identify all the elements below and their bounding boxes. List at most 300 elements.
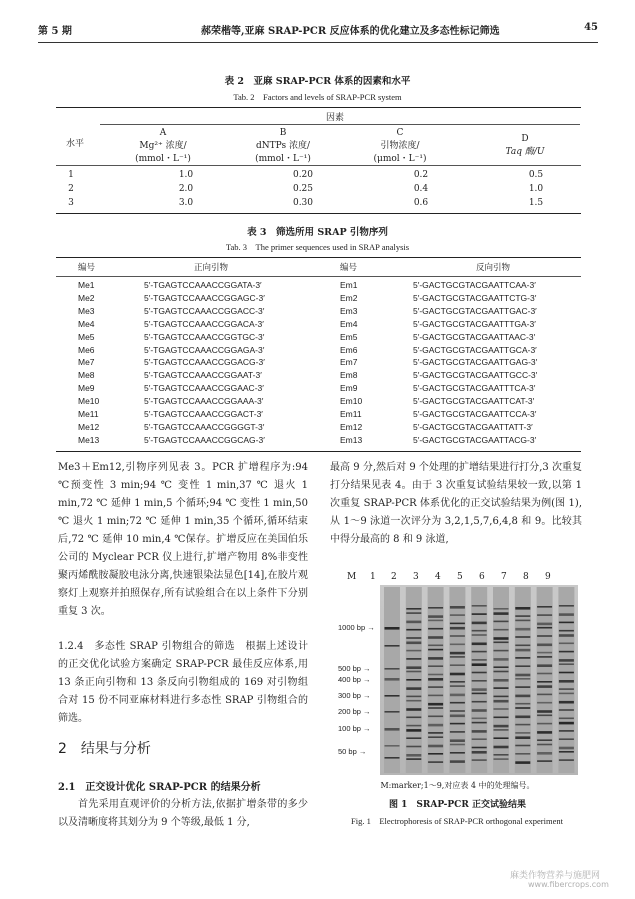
gel-band [472,701,487,703]
gel-band [537,723,552,725]
gel-band [450,752,465,754]
watermark-zh: 麻类作物营养与施肥网 [510,871,601,881]
table3-header-rule [56,276,581,277]
table3-cell: 5′-GACTGCGTACGAATTCTG-3′ [413,292,537,303]
gel-band [450,614,465,616]
gel-band [428,724,443,727]
gel-band [450,744,465,746]
table3-row [56,306,581,319]
gel-band [515,745,530,747]
gel-band [515,686,530,688]
table2-level-label: 水平 [65,139,84,149]
table3-cell: Me4 [78,318,95,329]
table2-cell: 3.0 [178,198,194,208]
gel-band [406,725,421,727]
gel-band [494,621,509,623]
gel-band [428,678,443,681]
gel-band [428,649,443,651]
gel-band [472,630,487,632]
table3-cell: 5′-TGAGTCCAAACCGGAGA-3′ [144,344,265,355]
gel-band [537,685,552,688]
gel-band [494,758,509,760]
gel-band [450,685,465,687]
gel-band [428,745,443,748]
marker-200: 200 bp → [338,707,371,716]
gel-band [515,724,530,726]
gel-band [494,650,509,652]
table3-bottom-rule [56,451,581,452]
gel-band [472,634,487,636]
table3-cell: Em12 [340,421,363,432]
gel-band [537,739,552,741]
table2-cell: 2.0 [178,184,194,194]
gel-band [515,636,530,638]
gel-band [559,613,574,616]
table3-cell: Em1 [340,280,358,290]
table2-cell: 3 [68,198,74,208]
gel-band [450,652,465,655]
running-title: 郝荣楷等,亚麻 SRAP-PCR 反应体系的优化建立及多态性标记筛选 [201,26,500,37]
table3-cell: 5′-TGAGTCCAAACCGGTGC-3′ [144,331,265,342]
gel-image [380,585,578,775]
gel-band [406,608,421,610]
gel-band [472,643,487,646]
gel-band [450,760,465,763]
gel-band [559,672,574,674]
body-right-para1: 最高 9 分,然后对 9 个处理的扩增结果进行打分,3 次重复打分结果见表 4。由于 3 次重复试验结果较一致,以第 1 次重复 SRAP-PCR 体系优化的正交试验结果为例(图 1),从 1～9 泳道一次评分为 3,2,1,5,7,6,4,8 和 9。比较其中得分最高的 8 和 9 泳道, [330,462,582,545]
table3-cell: 5′-GACTGCGTACGAATTATT-3′ [413,421,533,432]
figure1-caption-en: Fig. 1 Electrophoresis of SRAP-PCR orthogonal experiment [350,816,563,826]
body-left-para2: 1.2.4 多态性 SRAP 引物组合的筛选 根据上述设计的正交优化试验方案确定 SRAP-PCR 最佳反应体系,用 13 条正向引物和 13 条反向引物组成的 169 对引物组合对 15 份不同亚麻材料进行多态性 SRAP 引物组合的筛选。 [58,641,308,724]
gel-band [494,679,509,682]
lane-label: 3 [413,572,419,582]
lane-label: 1 [370,572,376,582]
gel-band [559,722,574,725]
gel-band [515,628,530,631]
gel-band [428,707,443,709]
gel-band [537,614,552,616]
gel-band [559,759,574,761]
table2-col-c: C 引物浓度/ (μmol・L⁻¹) [373,128,427,164]
lane-label: 8 [523,572,529,582]
table2-cell: 0.5 [528,170,544,180]
gel-band [406,679,421,681]
figure1-legend: M:marker;1～9,对应表 4 中的处理编号。 [380,781,535,790]
gel-band [385,711,400,713]
gel-band [472,709,487,712]
table3-row [56,422,581,435]
gel-band [472,663,487,666]
gel-band [515,607,530,610]
gel-band [515,716,530,719]
table3-cell: 5′-TGAGTCCAAACCGGACT-3′ [144,409,263,419]
gel-band [559,693,574,695]
table2-cell: 2 [68,184,74,194]
gel-band [494,696,509,698]
gel-band [559,747,574,750]
gel-band [385,645,400,647]
gel-band [450,694,465,697]
gel-band [406,717,421,719]
gel-band [494,737,509,739]
table2-cell: 0.6 [413,198,429,208]
gel-band [428,761,443,763]
gel-band [385,668,400,670]
gel-band [494,612,509,615]
gel-band [515,615,530,617]
gel-band [537,664,552,667]
gel-band [472,738,487,740]
table3-cell: Em11 [340,409,362,419]
table2-cell: 0.30 [292,198,314,208]
marker-300: 300 bp → [338,691,371,700]
gel-band [559,659,574,662]
subsection-heading: 2.1 正交设计优化 SRAP-PCR 的结果分析 [58,782,261,793]
gel-band [515,761,530,764]
gel-band [559,630,574,632]
gel-band [428,620,443,622]
gel-band [450,731,465,733]
table2-caption-en: Tab. 2 Factors and levels of SRAP-PCR system [233,92,402,102]
table2-cell: 1.0 [528,184,544,194]
gel-band [428,674,443,676]
marker-500: 500 bp → [338,664,371,673]
table2-cell: 1.0 [178,170,194,180]
gel-band [537,731,552,734]
gel-band [385,678,400,681]
table3-cell: Em3 [340,305,358,316]
table3-cell: 5′-GACTGCGTACGAATTGAC-3′ [413,305,537,316]
marker-400: 400 bp → [338,675,371,684]
gel-band [428,615,443,618]
marker-labels [338,585,386,775]
gel-band [537,715,552,717]
table3-cell: 5′-TGAGTCCAAACCGGATA-3′ [144,280,262,290]
body-left-para1: Me3＋Em12,引物序列见表 3。PCR 扩增程序为:94 ℃预变性 3 min;94 ℃ 变性 1 min,37 ℃ 退火 1 min,72 ℃ 延伸 1 min,5 个循环;94 ℃ 变性 1 min,50 ℃ 退火 1 min;72 ℃ 延伸 1 min,35 个循环,循环结束后,72 ℃ 延伸 10 min,4 ℃保存。扩增反应在美国伯乐公司的 Myclear PCR 仪上进行,扩增产物用 8%非变性聚丙烯酰胺凝胶电泳分离,快速银染法显色[14],在胶片观察灯上观察并拍照保存,所有试验组合在以上条件下分别重复 3 次。 [58,462,308,617]
gel-band [537,623,552,626]
gel-band [559,634,574,637]
table3-cell: Me3 [78,305,95,316]
table3-cell: Em4 [340,318,358,329]
gel-band [515,736,530,739]
table3-row [56,280,581,293]
gel-band [494,629,509,631]
gel-band [494,729,509,731]
table2-top-rule [56,107,581,108]
table2-cell: 1 [68,170,74,180]
table2-cell: 0.4 [413,184,429,194]
gel-band [472,659,487,661]
gel-band [472,605,487,607]
gel-band [559,730,574,732]
gel-band [450,627,465,630]
gel-band [494,637,509,640]
gel-band [406,650,421,652]
gel-band [472,747,487,749]
gel-band [428,695,443,697]
gel-band [406,737,421,739]
gel-band [428,628,443,630]
gel-band [537,656,552,658]
gel-band [515,678,530,680]
lane-label: 4 [435,572,441,582]
gel-band [406,746,421,748]
table3-cell: 5′-GACTGCGTACGAATTGAG-3′ [413,357,538,368]
table2-cell: 0.2 [413,170,429,180]
table3-top-rule [56,257,581,258]
table3-row [56,357,581,370]
gel-band [428,732,443,734]
gel-band [559,605,574,607]
table3-body [0,280,635,448]
gel-band [472,688,487,691]
gel-band [515,649,530,652]
gel-band [428,607,443,609]
table3-caption-en: Tab. 3 The primer sequences used in SRAP analysis [225,242,410,252]
gel-band [428,686,443,688]
table2-header-rule [56,165,581,166]
marker-50: 50 bp → [338,747,367,756]
gel-band [450,673,465,676]
table3-cell: 5′-GACTGCGTACGAATTCAA-3′ [413,280,536,290]
gel-band [559,651,574,653]
table3-cell: Me9 [78,383,95,394]
table3-cell: Me12 [78,421,100,432]
gel-band [385,757,400,759]
gel-band [428,636,443,639]
gel-band [494,725,509,728]
gel-band [406,687,421,690]
gel-band [472,651,487,653]
gel-band [406,666,421,669]
gel-band [428,645,443,647]
gel-band [406,637,421,639]
gel-band [494,754,509,756]
lane-label: 6 [479,572,485,582]
gel-band [406,642,421,645]
gel-band [515,645,530,647]
gel-band [472,722,487,724]
gel-band [494,717,509,719]
table3-cell: Me1 [78,280,95,290]
table3-cell: 5′-TGAGTCCAAACCGGAAC-3′ [144,383,264,394]
table2-cell: 1.5 [528,198,544,208]
table2-factors-label: 因素 [325,113,344,123]
table2-col-d: D Taq 酶/U [505,134,545,157]
gel-band [559,701,574,704]
gel-band [428,753,443,755]
gel-band [472,613,487,615]
table2-factor-rule [100,124,580,125]
table3-cell: Me13 [78,434,100,445]
gel-band [537,635,552,637]
gel-band [559,688,574,690]
table3-row [56,332,581,345]
table3-cell: 5′-TGAGTCCAAACCGGGGT-3′ [144,421,265,432]
gel-band [385,728,400,731]
table3-cell: 5′-GACTGCGTACGAATTCAT-3′ [413,396,535,407]
table3-cell: Me5 [78,331,95,342]
marker-1000: 1000 bp → [338,623,375,632]
gel-band [494,687,509,689]
table3-row [56,396,581,409]
gel-band [406,629,421,631]
table3-cell: Em9 [340,383,358,394]
header-rule [38,42,598,43]
gel-band [537,702,552,704]
gel-band [385,695,400,697]
lane-label: 5 [457,572,463,582]
table2-cell: 0.20 [292,170,314,180]
table3-cell: Em8 [340,370,358,381]
table3-row [56,409,581,422]
table3-cell: Em7 [340,357,358,368]
gel-band [472,730,487,733]
gel-band [494,671,509,673]
gel-band [559,680,574,683]
gel-band [515,674,530,677]
gel-band [559,718,574,720]
gel-band [472,680,487,682]
table3-caption-zh: 表 3 筛选所用 SRAP 引物序列 [247,227,388,238]
table3-row [56,293,581,306]
gel-band [450,635,465,637]
gel-band [406,621,421,624]
table2-caption-zh: 表 2 亚麻 SRAP-PCR 体系的因素和水平 [224,76,411,87]
gel-band [494,666,509,668]
gel-band [515,657,530,659]
gel-band [406,696,421,698]
gel-band [515,620,530,622]
table3-cell: 5′-TGAGTCCAAACCGGAAT-3′ [144,370,262,381]
gel-band [515,732,530,734]
gel-band [537,673,552,675]
gel-band [450,739,465,742]
gel-band [450,606,465,609]
running-header [38,22,598,40]
gel-band [472,672,487,674]
gel-band [494,658,509,661]
gel-band [450,710,465,712]
table3-cell: 5′-GACTGCGTACGAATTTGA-3′ [413,318,536,329]
table2-bottom-rule [56,213,581,214]
gel-band [515,753,530,755]
gel-band [537,644,552,647]
gel-band [406,658,421,660]
gel-band [559,622,574,624]
table2-col-a: A Mg²⁺ 浓度/ (mmol・L⁻¹) [135,128,191,164]
gel-band [428,703,443,706]
gel-band [450,664,465,666]
table2-col-b: B dNTPs 浓度/ (mmol・L⁻¹) [255,128,311,164]
gel-band [494,608,509,610]
gel-band [450,623,465,625]
gel-band [428,716,443,718]
watermark-url: www.fibercrops.com [528,880,609,889]
table3-row [56,370,581,383]
table3-row [56,319,581,332]
table3-cell: 5′-GACTGCGTACGAATTGCA-3′ [413,344,537,355]
issue-number: 第 5 期 [38,26,72,37]
gel-band [472,751,487,754]
table3-cell: Me6 [78,344,95,355]
section-heading: 2 结果与分析 [58,741,151,757]
gel-band [406,758,421,760]
gel-band [559,663,574,665]
gel-band [406,754,421,757]
gel-band [515,703,530,705]
table3-cell: 5′-TGAGTCCAAACCGGAAA-3′ [144,396,264,407]
gel-band [472,622,487,625]
gel-band [450,681,465,683]
table3-cell: 5′-GACTGCGTACGAATTGCC-3′ [413,370,538,381]
table3-cell: 5′-TGAGTCCAAACCGGCAG-3′ [144,434,265,445]
gel-band [472,693,487,695]
gel-band [537,744,552,746]
marker-100: 100 bp → [338,724,371,733]
lane-label: 9 [545,572,551,582]
gel-band [515,665,530,667]
gel-band [515,695,530,698]
table3-cell: 5′-TGAGTCCAAACCGGACG-3′ [144,357,265,368]
gel-band [559,751,574,753]
lane-label: 7 [501,572,507,582]
gel-band [406,612,421,614]
table3-cell: Em5 [340,331,358,342]
gel-band [494,708,509,710]
gel-band [406,708,421,711]
table3-cell: 5′-GACTGCGTACGAATTCCA-3′ [413,409,537,419]
table3-cell: Em13 [340,434,363,445]
table3-cell: Em2 [340,292,358,303]
gel-band [537,710,552,713]
gel-band [537,681,552,683]
table3-cell: 5′-GACTGCGTACGAATTAAC-3′ [413,331,536,342]
gel-band [537,694,552,696]
gel-band [406,729,421,732]
gel-band [385,745,400,747]
table3-cell: Me2 [78,292,95,303]
gel-band [406,700,421,702]
gel-band [428,736,443,738]
gel-band [494,642,509,644]
table3-cell: Me11 [78,409,99,419]
table3-cell: 5′-TGAGTCCAAACCGGACA-3′ [144,318,264,329]
table3-cell: 5′-TGAGTCCAAACCGGAGC-3′ [144,292,265,303]
gel-band [406,671,421,673]
gel-band [450,656,465,658]
table2-cell: 0.25 [292,184,314,194]
gel-band [494,746,509,749]
gel-band [428,657,443,660]
gel-band [472,759,487,761]
lane-label: M [347,572,357,582]
table3-row [56,383,581,396]
table3-cell: 5′-GACTGCGTACGAATTACG-3′ [413,434,537,445]
gel-band [559,709,574,711]
gel-band [450,702,465,704]
figure1-caption-zh: 图 1 SRAP-PCR 正交试验结果 [389,800,526,810]
table3-cell: Me10 [78,396,100,407]
table3-row [56,345,581,358]
gel-band [559,643,574,645]
gel-band [385,627,400,630]
table3-cell: 5′-GACTGCGTACGAATTTCA-3′ [413,383,536,394]
gel-band [537,652,552,654]
table3-cell: 5′-TGAGTCCAAACCGGACC-3′ [144,305,265,316]
gel-band [537,752,552,755]
page-number: 45 [584,22,598,33]
